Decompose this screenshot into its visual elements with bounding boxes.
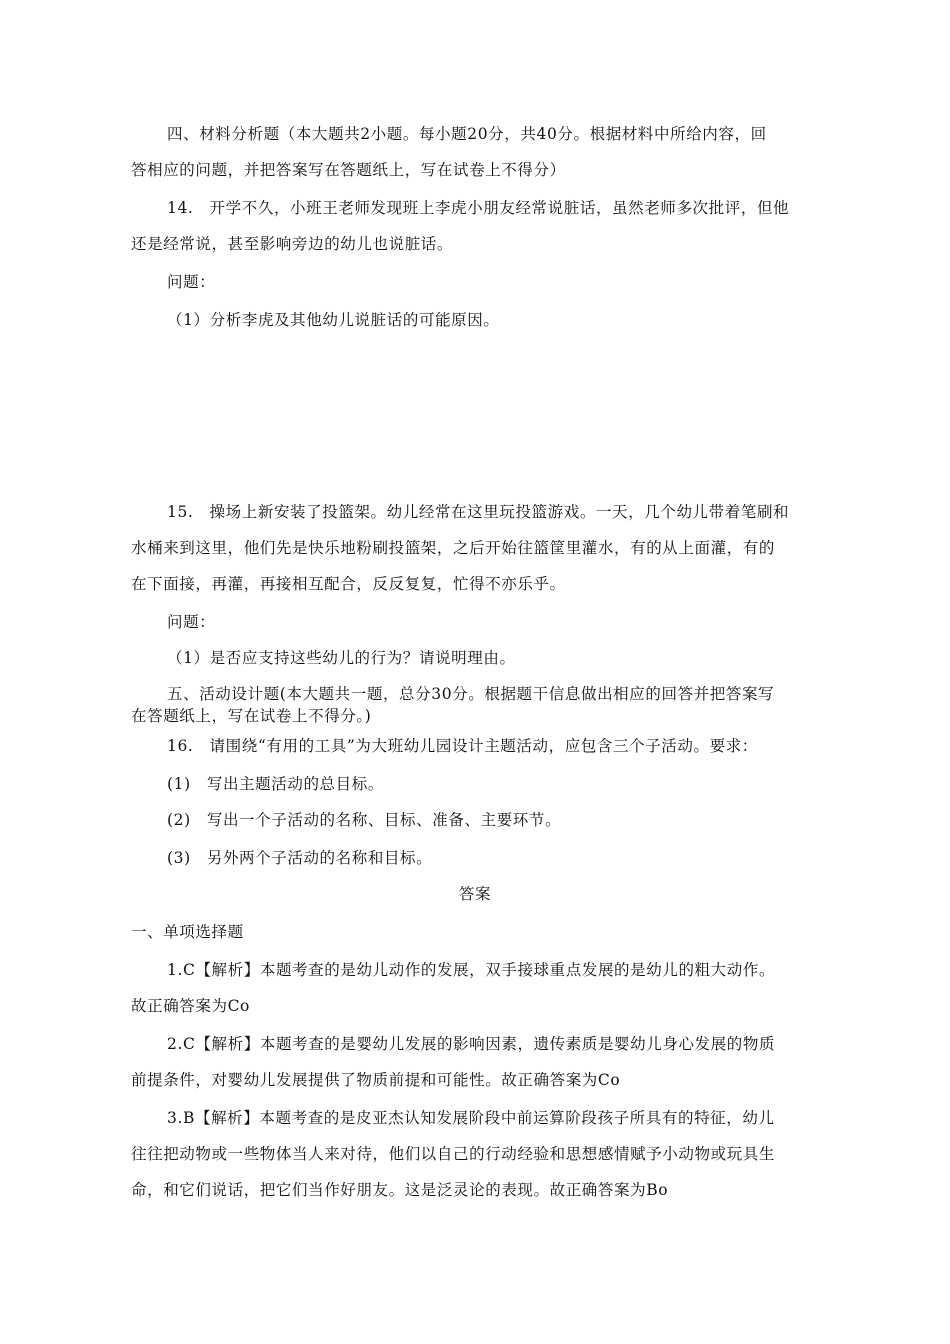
q16-requirement-2: (2) 写出一个子活动的名称、目标、准备、主要环节。 — [167, 811, 562, 829]
q14-sub-question-1: （1）分析李虎及其他幼儿说脏话的可能原因。 — [167, 311, 500, 329]
answer-3-line-2: 往往把动物或一些物体当人来对待，他们以自己的行动经验和思想感情赋予小动物或玩具生 — [131, 1145, 776, 1163]
answer-2-line-2: 前提条件，对婴幼儿发展提供了物质前提和可能性。故正确答案为Co — [131, 1071, 621, 1089]
answer-1-line-2: 故正确答案为Co — [131, 997, 250, 1015]
answers-title: 答案 — [458, 885, 492, 903]
section-5-line-2: 在答题纸上，写在试卷上不得分。) — [131, 707, 372, 725]
section-4-line-2: 答相应的问题，并把答案写在答题纸上，写在试卷上不得分） — [131, 161, 566, 179]
q15-sub-question-1: （1）是否应支持这些幼儿的行为？请说明理由。 — [167, 649, 516, 667]
q16-line-1: 16. 请围绕“有用的工具”为大班幼儿园设计主题活动，应包含三个子活动。要求： — [167, 737, 758, 755]
answer-1-line-1: 1.C【解析】本题考查的是幼儿动作的发展，双手接球重点发展的是幼儿的粗大动作。 — [167, 961, 776, 979]
q15-question-label: 问题： — [167, 613, 216, 631]
q15-line-3: 在下面接，再灌，再接相互配合，反反复复，忙得不亦乐乎。 — [131, 575, 566, 593]
section-4-line-1: 四、材料分析题（本大题共2小题。每小题20分，共40分。根据材料中所给内容，回 — [167, 125, 767, 143]
q16-requirement-1: (1) 写出主题活动的总目标。 — [167, 775, 384, 793]
answer-3-line-1: 3.B【解析】本题考查的是皮亚杰认知发展阶段中前运算阶段孩子所具有的特征，幼儿 — [167, 1109, 775, 1127]
q14-line-1: 14. 开学不久，小班王老师发现班上李虎小朋友经常说脏话，虽然老师多次批评，但他 — [167, 199, 790, 217]
answer-2-line-1: 2.C【解析】本题考查的是婴幼儿发展的影响因素，遗传素质是婴幼儿身心发展的物质 — [167, 1035, 776, 1053]
answer-3-line-3: 命，和它们说话，把它们当作好朋友。这是泛灵论的表现。故正确答案为Bo — [131, 1181, 669, 1199]
q15-line-2: 水桶来到这里，他们先是快乐地粉刷投篮架，之后开始往篮筐里灌水，有的从上面灌，有的 — [131, 539, 776, 557]
q14-line-2: 还是经常说，甚至影响旁边的幼儿也说脏话。 — [131, 235, 454, 253]
q14-question-label: 问题： — [167, 273, 216, 291]
q16-requirement-3: (3) 另外两个子活动的名称和目标。 — [167, 849, 433, 867]
q15-line-1: 15. 操场上新安装了投篮架。幼儿经常在这里玩投篮游戏。一天，几个幼儿带着笔刷和 — [167, 503, 790, 521]
section-5-line-1: 五、活动设计题(本大题共一题，总分30分。根据题干信息做出相应的回答并把答案写 — [167, 685, 775, 703]
answers-section-1-heading: 一、单项选择题 — [131, 923, 244, 941]
